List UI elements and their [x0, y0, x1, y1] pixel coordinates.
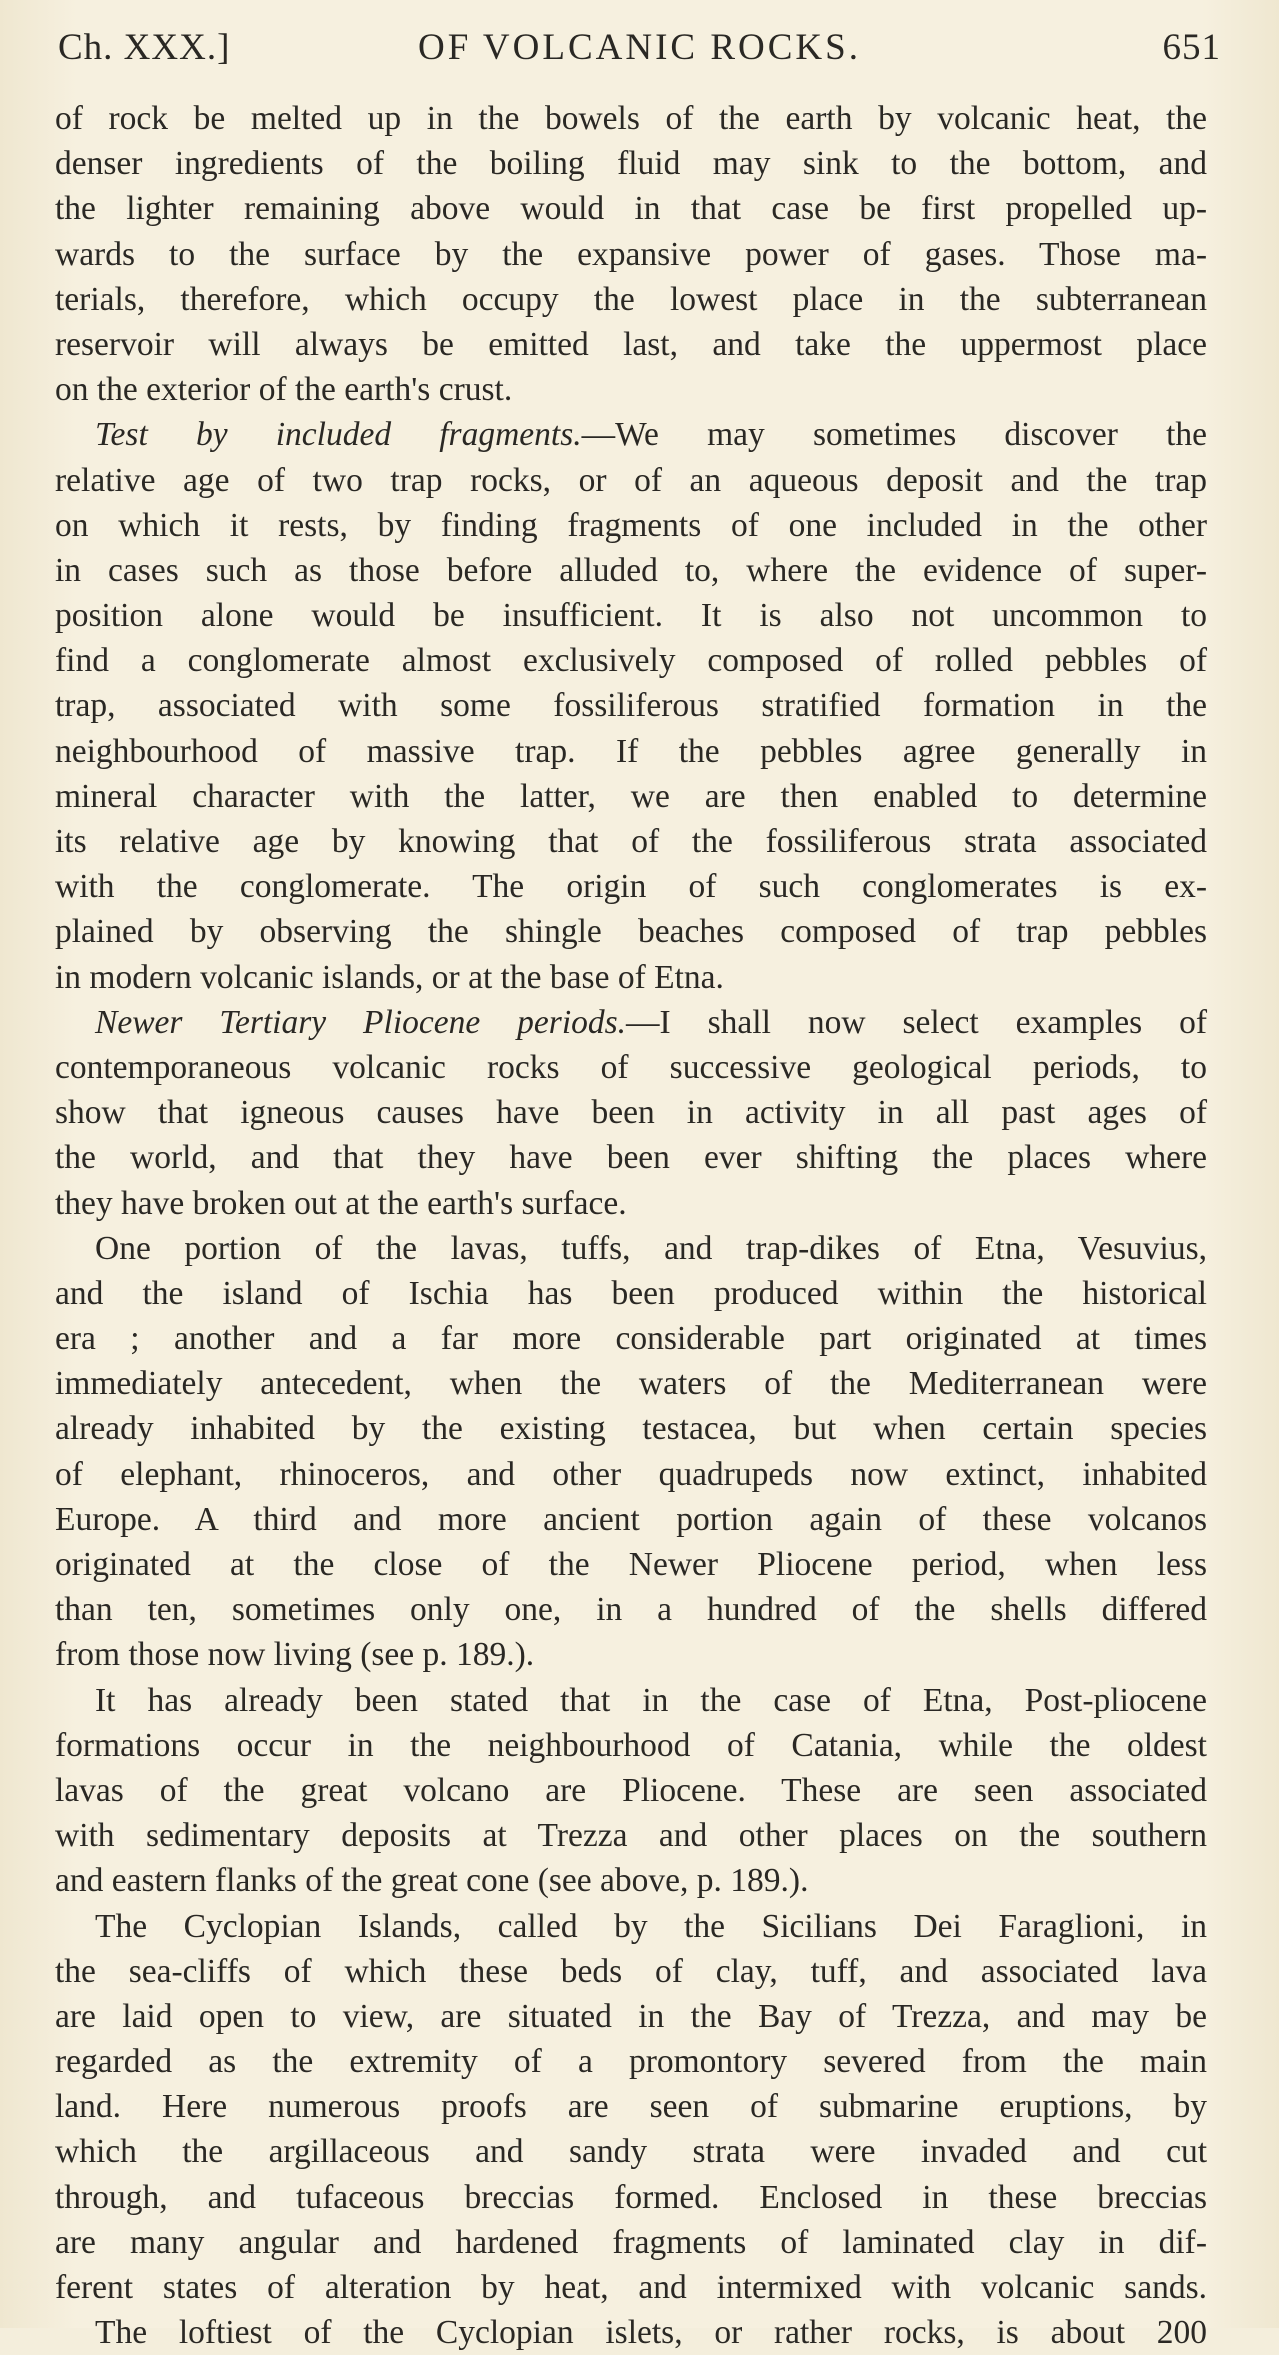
text-line: and the island of Ischia has been produced within the historical — [55, 1274, 1207, 1312]
text-line: trap, associated with some fossiliferous stratified formation in the — [55, 687, 1207, 725]
text-line: denser ingredients of the boiling fluid may sink to the bottom, and — [55, 145, 1207, 183]
text-line: the lighter remaining above would in that case be first propelled up- — [55, 190, 1207, 228]
paragraph — [55, 1000, 1207, 1226]
text-line — [55, 1000, 1207, 1045]
text-line: One portion of the lavas, tuffs, and trap-dikes of Etna, Vesuvius, — [95, 1229, 1207, 1267]
text-line: position alone would be insufficient. It is also not uncommon to — [55, 597, 1207, 635]
text-line-content: —We may sometimes discover the — [581, 416, 1207, 454]
body-text — [55, 96, 1207, 2355]
text-line: on the exterior of the earth's crust. — [55, 371, 513, 409]
text-line: its relative age by knowing that of the fossiliferous strata associated — [55, 823, 1207, 860]
text-line: which the argillaceous and sandy strata were invaded and cut — [55, 2133, 1207, 2171]
paragraph — [55, 96, 1207, 412]
text-line: already inhabited by the existing testacea, but when certain species — [55, 1410, 1207, 1448]
text-line: It has already been stated that in the case of Etna, Post-pliocene — [95, 1681, 1207, 1719]
text-line: formations occur in the neighbourhood of Catania, while the oldest — [55, 1726, 1207, 1764]
page-number: 651 — [1162, 27, 1221, 68]
text-line: originated at the close of the Newer Pliocene period, when less — [55, 1546, 1207, 1583]
text-line: land. Here numerous proofs are seen of submarine eruptions, by — [55, 2088, 1207, 2126]
text-line: with sedimentary deposits at Trezza and other places on the southern — [55, 1817, 1207, 1855]
paragraph — [55, 412, 1207, 999]
paragraph — [55, 1226, 1207, 1678]
text-line: The Cyclopian Islands, called by the Sicilians Dei Faraglioni, in — [95, 1907, 1207, 1945]
text-line: lavas of the great volcano are Pliocene. These are seen associated — [55, 1771, 1207, 1809]
text-line: mineral character with the latter, we are then enabled to determine — [55, 777, 1207, 815]
text-line: with the conglomerate. The origin of such conglomerates is ex- — [55, 868, 1207, 906]
text-line: The loftiest of the Cyclopian islets, or rather rocks, is about 200 — [95, 2314, 1207, 2352]
text-line: show that igneous causes have been in activity in all past ages of — [55, 1094, 1207, 1132]
text-line: they have broken out at the earth's surface. — [55, 1184, 627, 1222]
text-line: reservoir will always be emitted last, and take the uppermost place — [55, 325, 1207, 363]
page-title: OF VOLCANIC ROCKS. — [418, 27, 861, 68]
text-line: era ; another and a far more considerable part originated at times — [55, 1320, 1207, 1358]
text-line: in cases such as those before alluded to, where the evidence of super- — [55, 551, 1207, 589]
text-line: of elephant, rhinoceros, and other quadrupeds now extinct, inhabited — [55, 1455, 1207, 1493]
paragraph — [55, 2310, 1207, 2355]
text-line: in modern volcanic islands, or at the base of Etna. — [55, 958, 724, 996]
paragraph — [55, 1904, 1207, 2311]
text-line: from those now living (see p. 189.). — [55, 1636, 535, 1674]
running-header — [58, 26, 1221, 82]
text-line-content: —I shall now select examples of — [626, 1003, 1207, 1041]
text-line: ferent states of alteration by heat, and intermixed with volcanic sands. — [55, 2269, 1207, 2306]
text-line: plained by observing the shingle beaches composed of trap pebbles — [55, 913, 1207, 951]
text-line: wards to the surface by the expansive power of gases. Those ma- — [55, 235, 1207, 273]
text-line: on which it rests, by finding fragments of one included in the other — [55, 506, 1207, 544]
text-line: the sea-cliffs of which these beds of clay, tuff, and associated lava — [55, 1952, 1207, 1990]
text-line: than ten, sometimes only one, in a hundred of the shells differed — [55, 1591, 1207, 1629]
section-heading: Newer Tertiary Pliocene periods. — [95, 1003, 627, 1041]
text-line: immediately antecedent, when the waters of the Mediterranean were — [55, 1365, 1207, 1403]
text-line: are laid open to view, are situated in the Bay of Trezza, and may be — [55, 1997, 1207, 2035]
section-heading: Test by included fragments. — [95, 416, 582, 454]
text-line: contemporaneous volcanic rocks of successive geological periods, to — [55, 1048, 1207, 1086]
text-line: relative age of two trap rocks, or of an aqueous deposit and the trap — [55, 461, 1207, 499]
text-line: neighbourhood of massive trap. If the pebbles agree generally in — [55, 732, 1207, 770]
text-line: of rock be melted up in the bowels of the earth by volcanic heat, the — [55, 100, 1207, 137]
text-line: through, and tufaceous breccias formed. Enclosed in these breccias — [55, 2178, 1207, 2216]
text-line: and eastern flanks of the great cone (see above, p. 189.). — [55, 1862, 809, 1900]
text-line — [55, 412, 1207, 457]
text-line: Europe. A third and more ancient portion again of these volcanos — [55, 1500, 1207, 1538]
text-line: the world, and that they have been ever shifting the places where — [55, 1139, 1207, 1177]
text-line: terials, therefore, which occupy the lowest place in the subterranean — [55, 280, 1207, 318]
chapter-reference: Ch. XXX.] — [58, 27, 231, 68]
text-line: find a conglomerate almost exclusively composed of rolled pebbles of — [55, 642, 1207, 680]
text-line: are many angular and hardened fragments of laminated clay in dif- — [55, 2223, 1207, 2261]
paragraph — [55, 1678, 1207, 1904]
text-line: regarded as the extremity of a promontory severed from the main — [55, 2043, 1207, 2081]
